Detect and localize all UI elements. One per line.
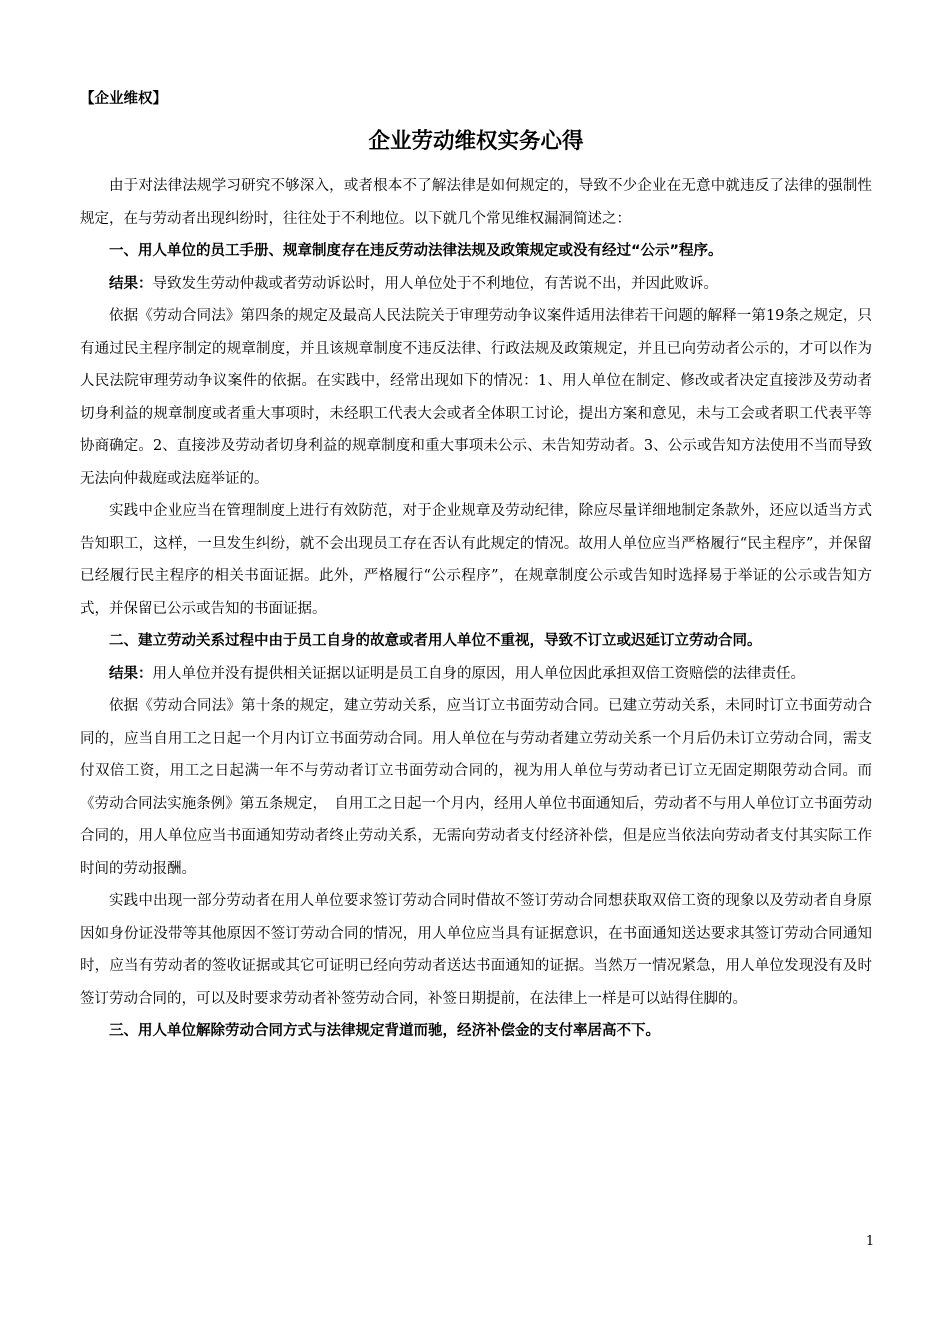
body-paragraph: 依据《劳动合同法》第十条的规定，建立劳动关系，应当订立书面劳动合同。已建立劳动关系，未同时订立书面劳动合同的，应当自用工之日起一个月内订立书面劳动合同。用人单位在与劳动者建立劳动关系一个月后仍未订立劳动合同，需支付双倍工资，用工之日起满一年不与劳动者订立书面劳动合同的，视为用人单位与劳动者已订立无固定期限劳动合同。而《劳动合同法实施条例》第五条规定， 自用工之日起一个月内，经用人单位书面通知后，劳动者不与用人单位订立书面劳动合同的，用人单位应当书面通知劳动者终止劳动关系，无需向劳动者支付经济补偿，但是应当依法向劳动者支付其实际工作时间的劳动报酬。 [80,698,872,877]
result-text: 用人单位并没有提供相关证据以证明是员工自身的原因，用人单位因此承担双倍工资赔偿的法律责任。 [152,665,805,682]
document-page [80,80,872,1260]
body-paragraph: 依据《劳动合同法》第四条的规定及最高人民法院关于审理劳动争议案件适用法律若干问题的解释一第19条之规定，只有通过民主程序制定的规章制度，并且该规章制度不违反法律、行政法规及政策规定，并且已向劳动者公示的，才可以作为人民法院审理劳动争议案件的依据。在实践中，经常出现如下的情况：1、用人单位在制定、修改或者决定直接涉及劳动者切身利益的规章制度或者重大事项时，未经职工代表大会或者全体职工讨论，提出方案和意见，未与工会或者职工代表平等协商确定。2、直接涉及劳动者切身利益的规章制度和重大事项未公示、未告知劳动者。3、公示或告知方法使用不当而导致无法向仲裁庭或法庭举证的。 [80,308,872,487]
body-paragraph: 实践中出现一部分劳动者在用人单位要求签订劳动合同时借故不签订劳动合同想获取双倍工资的现象以及劳动者自身原因如身份证没带等其他原因不签订劳动合同的情况，用人单位应当具有证据意识，在书面通知送达要求其签订劳动合同通知时，应当有劳动者的签收证据或其它可证明已经向劳动者送达书面通知的证据。当然万一情况紧急，用人单位发现没有及时签订劳动合同的，可以及时要求劳动者补签劳动合同，补签日期提前，在法律上一样是可以站得住脚的。 [80,893,872,1007]
result-label: 结果： [109,275,153,292]
section-heading-2: 二、建立劳动关系过程中由于员工自身的故意或者用人单位不重视，导致不订立或迟延订立劳动合同。 [109,633,762,649]
body-paragraph: 实践中企业应当在管理制度上进行有效防范，对于企业规章及劳动纪律，除应尽量详细地制定条款外，还应以适当方式告知职工，这样，一旦发生纠纷，就不会出现员工存在否认有此规定的情况。故用人单位应当严格履行“民主程序”，并保留已经履行民主程序的相关书面证据。此外，严格履行“公示程序”，在规章制度公示或告知时选择易于举证的公示或告知方式，并保留已公示或告知的书面证据。 [80,503,872,617]
result-paragraph-1 [80,268,872,301]
section-heading-1: 一、用人单位的员工手册、规章制度存在违反劳动法律法规及政策规定或没有经过“公示”程序。 [109,243,723,259]
document-title: 企业劳动维权实务心得 [368,129,584,154]
section-heading-3: 三、用人单位解除劳动合同方式与法律规定背道而驰，经济补偿金的支付率居高不下。 [109,1023,660,1039]
result-text: 导致发生劳动仲裁或者劳动诉讼时，用人单位处于不利地位，有苦说不出，并因此败诉。 [152,275,718,292]
result-label: 结果： [109,665,153,682]
result-paragraph-2 [80,658,872,691]
page-number: 1 [865,1234,875,1249]
intro-paragraph: 由于对法律法规学习研究不够深入，或者根本不了解法律是如何规定的，导致不少企业在无意中就违反了法律的强制性规定，在与劳动者出现纠纷时，往往处于不利地位。以下就几个常见维权漏洞简述之： [80,178,872,227]
category-tag: 【企业维权】 [80,91,167,107]
